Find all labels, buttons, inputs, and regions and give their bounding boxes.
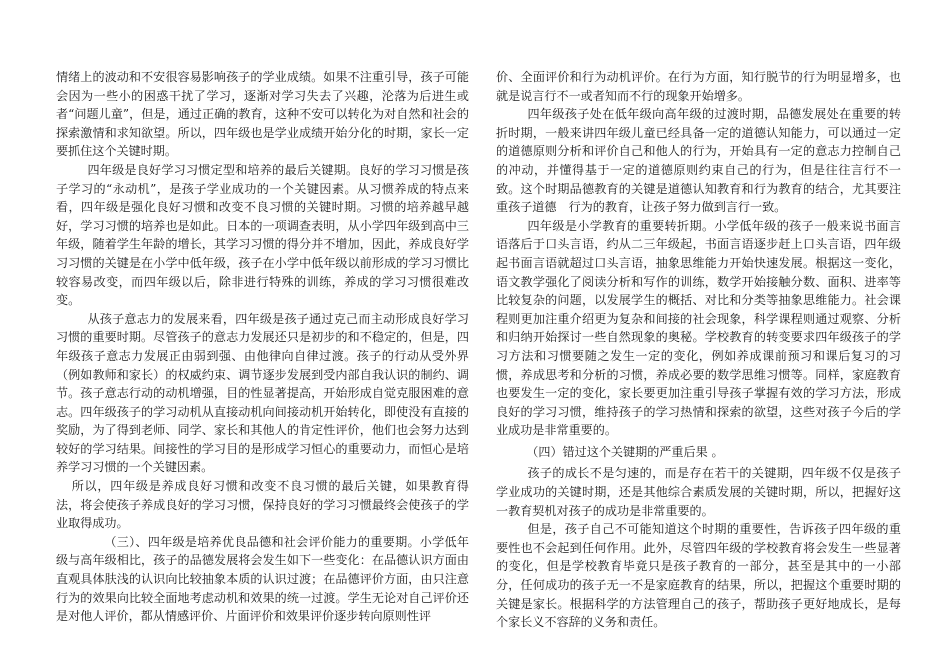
right-column — [496, 68, 901, 632]
paragraph-transition-period: 四年级孩子处在低年级向高年级的过渡时期，品德发展处在重要的转折时期，一般来讲四年级儿童已经具备一定的道德认知能力，可以通过一定的道德原则分析和评价自己和他人的行为，开始具有一定的意志力控制自己的冲动，并懂得基于一定的道德原则约束自己的行为，但是往往言行不一致。这个时期品德教育的关键是道德认知教育和行为教育的结合，尤其要注重孩子道德 行为的教育，让孩子努力做到言行一致。 — [496, 107, 901, 215]
section-heading-consequences: （四）错过这个关键期的严重后果 。 — [526, 444, 724, 459]
paragraph-education-turning-point: 四年级是小学教育的重要转折期。小学低年级的孩子一般来说书面言语落后于口头言语，约从二三年级起，书面言语逐步赶上口头言语，四年级起书面言语就超过口头言语，抽象思维能力开始快速发展。根据这一变化，语文教学强化了阅读分析和写作的训练，数学开始接触分数、面积、进率等比较复杂的问题，以发展学生的概括、对比和分类等抽象思维能力。社会课程则更加注重介绍更为复杂和间接的社会现象，科学课程则通过观察、分析和归纳开始探讨一些自然现象的奥秘。学校教育的转变要求四年级孩子的学习方法和习惯要随之发生一定的变化，例如养成课前预习和课后复习的习惯，养成思考和分析的习惯，养成必要的数学思维习惯等。同样，家庭教育也要发生一定的变化，家长要更加注重引导孩子掌握有效的学习方法，形成良好的学习习惯，维持孩子的学习热情和探索的欲望，这些对孩子今后的学业成功是非常重要的。 — [496, 218, 901, 438]
paragraph-evaluation-continued: 价、全面评价和行为动机评价。在行为方面，知行脱节的行为明显增多，也就是说言行不一或者知而不行的现象开始增多。 — [496, 70, 901, 103]
paragraph-moral-section: （三）、四年级是培养优良品德和社会评价能力的重要期。小学低年级与高年级相比，孩子的品德发展将会发生如下一些变化：在品德认识方面由直观具体肤浅的认识向比较抽象本质的认识过渡；在品德评价方面，由只注意行为的效果向比较全面地考虑动机和效果的统一过渡。学生无论对自己评价还是对他人评价，都从情感评价、片面评价和效果评价逐步转向原则性评 — [56, 534, 469, 624]
left-column — [56, 68, 469, 626]
paragraph-growth-critical-period: 孩子的成长不是匀速的，而是存在若干的关键期，四年级不仅是孩子学业成功的关键时期，还是其他综合素质发展的关键时期，所以，把握好这一教育契机对孩子的成功是非常重要的。 — [496, 466, 901, 518]
paragraph-willpower: 从孩子意志力的发展来看，四年级是孩子通过克己而主动形成良好学习习惯的重要时期。尽管孩子的意志力发展还只是初步的和不稳定的，但是，四年级孩子意志力发展正由弱到强、由他律向自律过渡。孩子的行动从受外界（例如教师和家长）的权威约束、调节逐步发展到受内部自我认识的制约、调节。孩子意志行动的动机增强，目的性显著提高，开始形成自觉克服困难的意志。四年级孩子的学习动机从直接动机向间接动机开始转化，即使没有直接的奖励，为了得到老师、同学、家长和其他人的肯定性评价，他们也会努力达到较好的学习结果。间接性的学习目的是形成学习恒心的重要动力，而恒心是培养学习习惯的一个关键因素。 — [56, 311, 469, 475]
paragraph-habit-period: 四年级是良好学习习惯定型和培养的最后关键期。良好的学习习惯是孩子学习的“永动机”，是孩子学业成功的一个关键因素。从习惯养成的特点来看，四年级是强化良好习惯和改变不良习惯的关键时期。习惯的培养越早越好，学习习惯的培养也是如此。日本的一项调查表明，从小学四年级到高中三年级，随着学生年龄的增长，其学习习惯的得分并不增加，因此，养成良好学习习惯的关键是在小学中低年级，孩子在小学中低年级以前形成的学习习惯比较容易改变，而四年级以后，除非进行特殊的训练，养成的学习习惯很难改变。 — [56, 162, 469, 308]
paragraph-emotion: 情绪上的波动和不安很容易影响孩子的学业成绩。如果不注重引导，孩子可能会因为一些小的困惑干扰了学习，逐渐对学习失去了兴趣，沦落为后进生或者“问题儿童”，但是，通过正确的教育，这种不安可以转化为对自然和社会的探索激情和求知欲望。所以，四年级也是学业成绩开始分化的时期，家长一定要抓住这个关键时期。 — [56, 70, 469, 159]
paragraph-habit-summary: 所以，四年级是养成良好习惯和改变不良习惯的最后关键，如果教育得法，将会使孩子养成良好的学习习惯，保持良好的学习习惯最终会使孩子的学业取得成功。 — [56, 479, 469, 531]
paragraph-parent-responsibility: 但是，孩子自己不可能知道这个时期的重要性，告诉孩子四年级的重要性也不会起到任何作用。此外，尽管四年级的学校教育将会发生一些显著的变化，但是学校教育毕竟只是孩子教育的一部分，甚至是其中的一小部分，任何成功的孩子无一不是家庭教育的结果，所以，把握这个重要时期的关键是家长。根据科学的方法管理自己的孩子，帮助孩子更好地成长，是每个家长义不容辞的义务和责任。 — [496, 522, 901, 630]
